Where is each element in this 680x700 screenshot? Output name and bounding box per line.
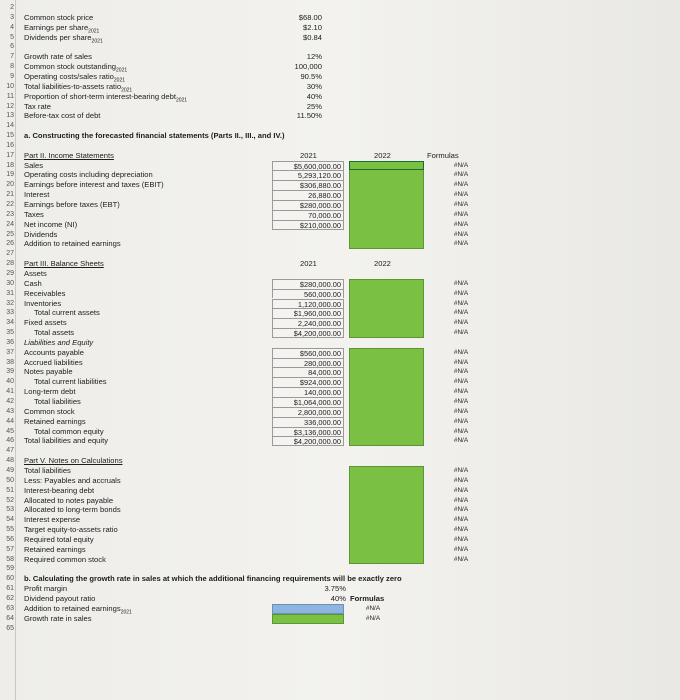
section-b-title: b. Calculating the growth rate in sales at which the additional financing requirements will be exactly zero	[24, 574, 402, 584]
formula-na-b: #N/A	[365, 614, 381, 622]
formula-na: #N/A	[453, 476, 469, 484]
input-label-year: 2021	[91, 38, 103, 45]
input-label-year: 2021	[175, 97, 188, 104]
formula-na: #N/A	[453, 171, 469, 179]
formula-na: #N/A	[453, 417, 469, 425]
row-number: 27	[6, 250, 14, 258]
row-number: 28	[6, 260, 14, 268]
row-number: 55	[6, 526, 14, 534]
liability-label: Total liabilities	[34, 397, 81, 406]
row-number: 8	[10, 63, 14, 71]
liability-2021-cell[interactable]: 140,000.00	[272, 387, 344, 397]
row-number: 16	[6, 141, 14, 149]
notes-2022-input-block[interactable]	[349, 466, 424, 565]
selected-cell[interactable]	[349, 161, 424, 171]
income-label: Dividends	[24, 229, 58, 239]
liabilities-heading: Liabilities and Equity	[24, 337, 94, 347]
income-label: Earnings before interest and taxes (EBIT)	[24, 180, 164, 190]
row-number: 42	[6, 398, 14, 405]
formula-na: #N/A	[453, 240, 469, 248]
income-2021-cell[interactable]: 70,000.00	[272, 210, 344, 220]
liability-label: Common stock	[24, 406, 75, 416]
note-label: Interest-bearing debt	[24, 485, 95, 495]
input-value[interactable]: 40%	[306, 91, 322, 101]
formula-na: #N/A	[453, 516, 469, 524]
liability-2021-cell[interactable]: $3,136,000.00	[272, 427, 344, 437]
input-value[interactable]: 100,000	[294, 62, 322, 72]
payout-value[interactable]: 40%	[330, 594, 346, 603]
row-number: 22	[6, 201, 14, 208]
row-number: 41	[6, 388, 14, 396]
liability-label: Retained earnings	[24, 416, 86, 426]
header-2022: 2022	[374, 150, 391, 160]
asset-2021-cell[interactable]: 560,000.00	[272, 289, 344, 299]
note-label: Retained earnings	[24, 544, 86, 554]
input-value[interactable]: $0.84	[302, 32, 322, 42]
growth-rate-label: Growth rate in sales	[24, 613, 92, 623]
income-2021-cell[interactable]: $280,000.00	[272, 200, 344, 210]
row-number: 31	[6, 289, 14, 297]
input-label-text: Before-tax cost of debt	[24, 111, 101, 121]
row-number: 29	[6, 269, 14, 277]
liability-label: Total liabilities and equity	[24, 436, 109, 446]
note-label: Interest expense	[24, 515, 81, 525]
row-header-divider	[15, 0, 16, 700]
formula-na: #N/A	[453, 161, 469, 169]
header-2021-bs: 2021	[300, 259, 317, 269]
formula-na: #N/A	[453, 555, 469, 563]
formula-na: #N/A	[453, 486, 469, 494]
liability-label: Notes payable	[24, 367, 73, 377]
payout-label: Dividend payout ratio	[24, 594, 96, 603]
note-label: Allocated to long-term bonds	[24, 505, 121, 515]
liability-label: Long-term debt	[24, 387, 76, 397]
row-number: 37	[6, 348, 14, 356]
income-label: Addition to retained earnings	[24, 239, 121, 249]
formula-na: #N/A	[453, 181, 469, 189]
row-number: 15	[6, 132, 14, 140]
input-label	[24, 33, 103, 47]
asset-label: Total assets	[34, 328, 75, 338]
note-label: Allocated to notes payable	[24, 495, 114, 505]
formula-na: #N/A	[453, 329, 469, 337]
row-number: 63	[6, 604, 14, 612]
liability-2021-cell[interactable]: $4,200,000.00	[272, 436, 344, 446]
input-label-text: Proportion of short-term interest-bearing debt	[24, 91, 176, 101]
input-label-year: 2021	[113, 77, 126, 84]
row-number: 5	[10, 33, 14, 41]
liability-label: Total current liabilities	[34, 377, 107, 387]
formula-na: #N/A	[453, 526, 469, 534]
liability-label: Accrued liabilities	[24, 357, 83, 367]
asset-2021-cell[interactable]: $280,000.00	[272, 279, 344, 289]
row-number: 59	[6, 565, 14, 573]
formula-na: #N/A	[453, 398, 469, 405]
liability-2021-cell[interactable]: 280,000.00	[272, 358, 344, 368]
row-number: 13	[6, 112, 14, 120]
input-label	[24, 13, 93, 22]
growth-rate-input-cell[interactable]	[272, 614, 344, 624]
formula-na: #N/A	[453, 309, 469, 317]
row-number: 21	[6, 191, 14, 199]
income-2021-cell[interactable]: 26,880.00	[272, 190, 344, 200]
add-re-input-cell[interactable]	[272, 604, 344, 614]
input-value[interactable]: 90.5%	[300, 71, 322, 81]
input-label-text: Dividends per share	[24, 32, 92, 42]
add-re-label-text: Addition to retained earnings	[24, 603, 121, 613]
asset-2021-cell[interactable]: 2,240,000.00	[272, 318, 344, 328]
row-number: 23	[6, 210, 14, 218]
row-number: 64	[6, 614, 14, 622]
formula-na: #N/A	[453, 437, 469, 445]
section-a-title: a. Constructing the forecasted financial statements (Parts II., III., and IV.)	[24, 131, 285, 141]
formula-na: #N/A	[453, 427, 469, 435]
row-number: 19	[6, 171, 14, 179]
row-number: 39	[6, 368, 14, 376]
income-2021-cell[interactable]: $306,880.00	[272, 180, 344, 190]
asset-2021-cell[interactable]: $1,960,000.00	[272, 308, 344, 318]
row-number: 9	[10, 72, 14, 80]
row-number: 3	[10, 13, 14, 21]
input-value[interactable]: 11.50%	[296, 111, 322, 121]
formula-na: #N/A	[453, 348, 469, 356]
row-number: 46	[6, 437, 14, 445]
row-number: 6	[10, 43, 14, 51]
row-number: 24	[6, 220, 14, 228]
row-number: 35	[6, 329, 14, 337]
asset-label: Fixed assets	[24, 318, 67, 328]
formula-na: #N/A	[453, 407, 469, 415]
note-label: Total liabilities	[24, 465, 71, 475]
liability-2021-cell[interactable]: $1,064,000.00	[272, 397, 344, 407]
row-number: 18	[6, 161, 14, 169]
formulas-b-header: Formulas	[350, 594, 385, 603]
assets-heading: Assets	[24, 268, 47, 278]
input-label	[24, 102, 51, 111]
note-label: Required common stock	[24, 554, 106, 564]
formula-na: #N/A	[453, 466, 469, 474]
liability-label: Total common equity	[34, 426, 104, 436]
formula-na: #N/A	[453, 319, 469, 327]
row-number: 52	[6, 496, 14, 504]
row-number: 60	[6, 575, 14, 583]
input-value[interactable]: $68.00	[298, 12, 322, 22]
row-number: 26	[6, 240, 14, 248]
row-number: 44	[6, 417, 14, 425]
formula-na: #N/A	[453, 496, 469, 504]
input-label-text: Growth rate of sales	[24, 52, 92, 62]
row-number: 4	[10, 23, 14, 31]
note-label: Required total equity	[24, 534, 94, 544]
row-number: 40	[6, 378, 14, 386]
row-number: 36	[6, 338, 14, 346]
income-label: Taxes	[24, 209, 44, 219]
formula-na: #N/A	[453, 545, 469, 553]
asset-label: Inventories	[24, 298, 62, 308]
note-label: Less: Payables and accruals	[24, 475, 121, 485]
income-2021-cell[interactable]: 5,293,120.00	[272, 170, 344, 180]
part2-title: Part II. Income Statements	[24, 150, 114, 160]
input-label-text: Tax rate	[24, 101, 52, 111]
asset-2021-cell[interactable]: 1,120,000.00	[272, 299, 344, 309]
row-number: 58	[6, 555, 14, 563]
input-label-year: 2021	[116, 67, 128, 74]
row-number: 30	[6, 279, 14, 287]
row-number: 47	[6, 447, 14, 455]
formula-na: #N/A	[453, 535, 469, 543]
input-label-text: Operating costs/sales ratio	[24, 71, 114, 81]
row-number: 2	[10, 4, 14, 11]
assets-2022-input-block[interactable]	[349, 279, 424, 338]
income-2021-cell[interactable]: $5,600,000.00	[272, 161, 344, 171]
liability-2021-cell[interactable]: 2,800,000.00	[272, 407, 344, 417]
formula-na: #N/A	[453, 279, 469, 287]
formula-na: #N/A	[453, 201, 469, 208]
row-number: 38	[6, 358, 14, 366]
formula-na: #N/A	[453, 289, 469, 297]
row-number: 53	[6, 506, 14, 514]
formula-na: #N/A	[453, 358, 469, 366]
row-number: 14	[6, 122, 14, 130]
add-re-label-year: 2021	[120, 609, 132, 616]
note-label: Target equity-to-assets ratio	[24, 525, 118, 535]
row-number: 50	[6, 476, 14, 484]
row-number: 48	[6, 457, 14, 465]
income-label: Sales	[24, 160, 43, 170]
input-label-text: Common stock price	[24, 12, 94, 22]
row-number: 54	[6, 516, 14, 524]
formula-na: #N/A	[453, 210, 469, 218]
liability-2021-cell[interactable]: 336,000.00	[272, 417, 344, 427]
row-number: 20	[6, 181, 14, 189]
row-number: 49	[6, 466, 14, 474]
row-number: 62	[6, 595, 14, 602]
row-number: 33	[6, 309, 14, 317]
row-number: 57	[6, 545, 14, 553]
formula-na: #N/A	[453, 368, 469, 376]
row-number: 65	[6, 624, 14, 632]
liability-2021-cell[interactable]: 84,000.00	[272, 367, 344, 377]
formula-na: #N/A	[453, 388, 469, 396]
formula-na: #N/A	[453, 506, 469, 514]
asset-label: Cash	[24, 278, 42, 288]
input-value[interactable]: 25%	[306, 101, 322, 111]
asset-label: Total current assets	[34, 308, 100, 318]
input-label-text: Common stock outstanding	[24, 62, 117, 72]
row-number: 25	[6, 230, 14, 238]
liability-2021-cell[interactable]: $924,000.00	[272, 377, 344, 387]
row-number: 45	[6, 427, 14, 435]
input-value[interactable]: 30%	[306, 81, 322, 91]
formula-na: #N/A	[453, 220, 469, 228]
row-number: 34	[6, 319, 14, 327]
input-label-year: 2021	[121, 87, 133, 94]
formula-na: #N/A	[453, 299, 469, 307]
income-2022-input-block[interactable]	[349, 161, 424, 250]
header-2021: 2021	[300, 150, 317, 160]
income-label: Interest	[24, 190, 50, 200]
row-number: 51	[6, 486, 14, 494]
row-number: 56	[6, 535, 14, 543]
row-number: 7	[10, 53, 14, 61]
input-value[interactable]: 12%	[306, 52, 322, 62]
profit-margin-value[interactable]: 3.75%	[324, 584, 346, 594]
row-number: 11	[6, 92, 14, 100]
formula-na-b: #N/A	[365, 604, 381, 612]
income-label: Operating costs including depreciation	[24, 170, 153, 180]
income-label: Earnings before taxes (EBT)	[24, 200, 120, 209]
input-label-text: Total liabilities-to-assets ratio	[24, 81, 122, 91]
header-2022-bs: 2022	[374, 259, 391, 269]
row-number: 12	[6, 102, 14, 110]
input-label	[24, 52, 92, 61]
liabilities-2022-input-block[interactable]	[349, 348, 424, 447]
row-number: 32	[6, 299, 14, 307]
part5-title: Part V. Notes on Calculations	[24, 456, 123, 466]
liability-label: Accounts payable	[24, 347, 84, 357]
asset-label: Receivables	[24, 288, 66, 298]
input-label	[24, 111, 100, 120]
header-formulas: Formulas	[427, 150, 459, 160]
formula-na: #N/A	[453, 378, 469, 386]
liability-2021-cell[interactable]: $560,000.00	[272, 348, 344, 358]
row-number: 61	[6, 585, 14, 593]
income-label: Net income (NI)	[24, 219, 78, 229]
input-label-text: Earnings per share	[24, 22, 89, 32]
row-number: 43	[6, 407, 14, 415]
input-label-year: 2021	[88, 28, 100, 35]
row-number: 10	[6, 82, 14, 90]
formula-na: #N/A	[453, 191, 469, 199]
profit-margin-label: Profit margin	[24, 584, 68, 594]
income-2021-cell[interactable]: $210,000.00	[272, 220, 344, 230]
formula-na: #N/A	[453, 230, 469, 238]
asset-2021-cell[interactable]: $4,200,000.00	[272, 328, 344, 338]
row-number: 17	[6, 151, 14, 159]
input-value[interactable]: $2.10	[302, 22, 322, 32]
part3-title: Part III. Balance Sheets	[24, 259, 104, 269]
